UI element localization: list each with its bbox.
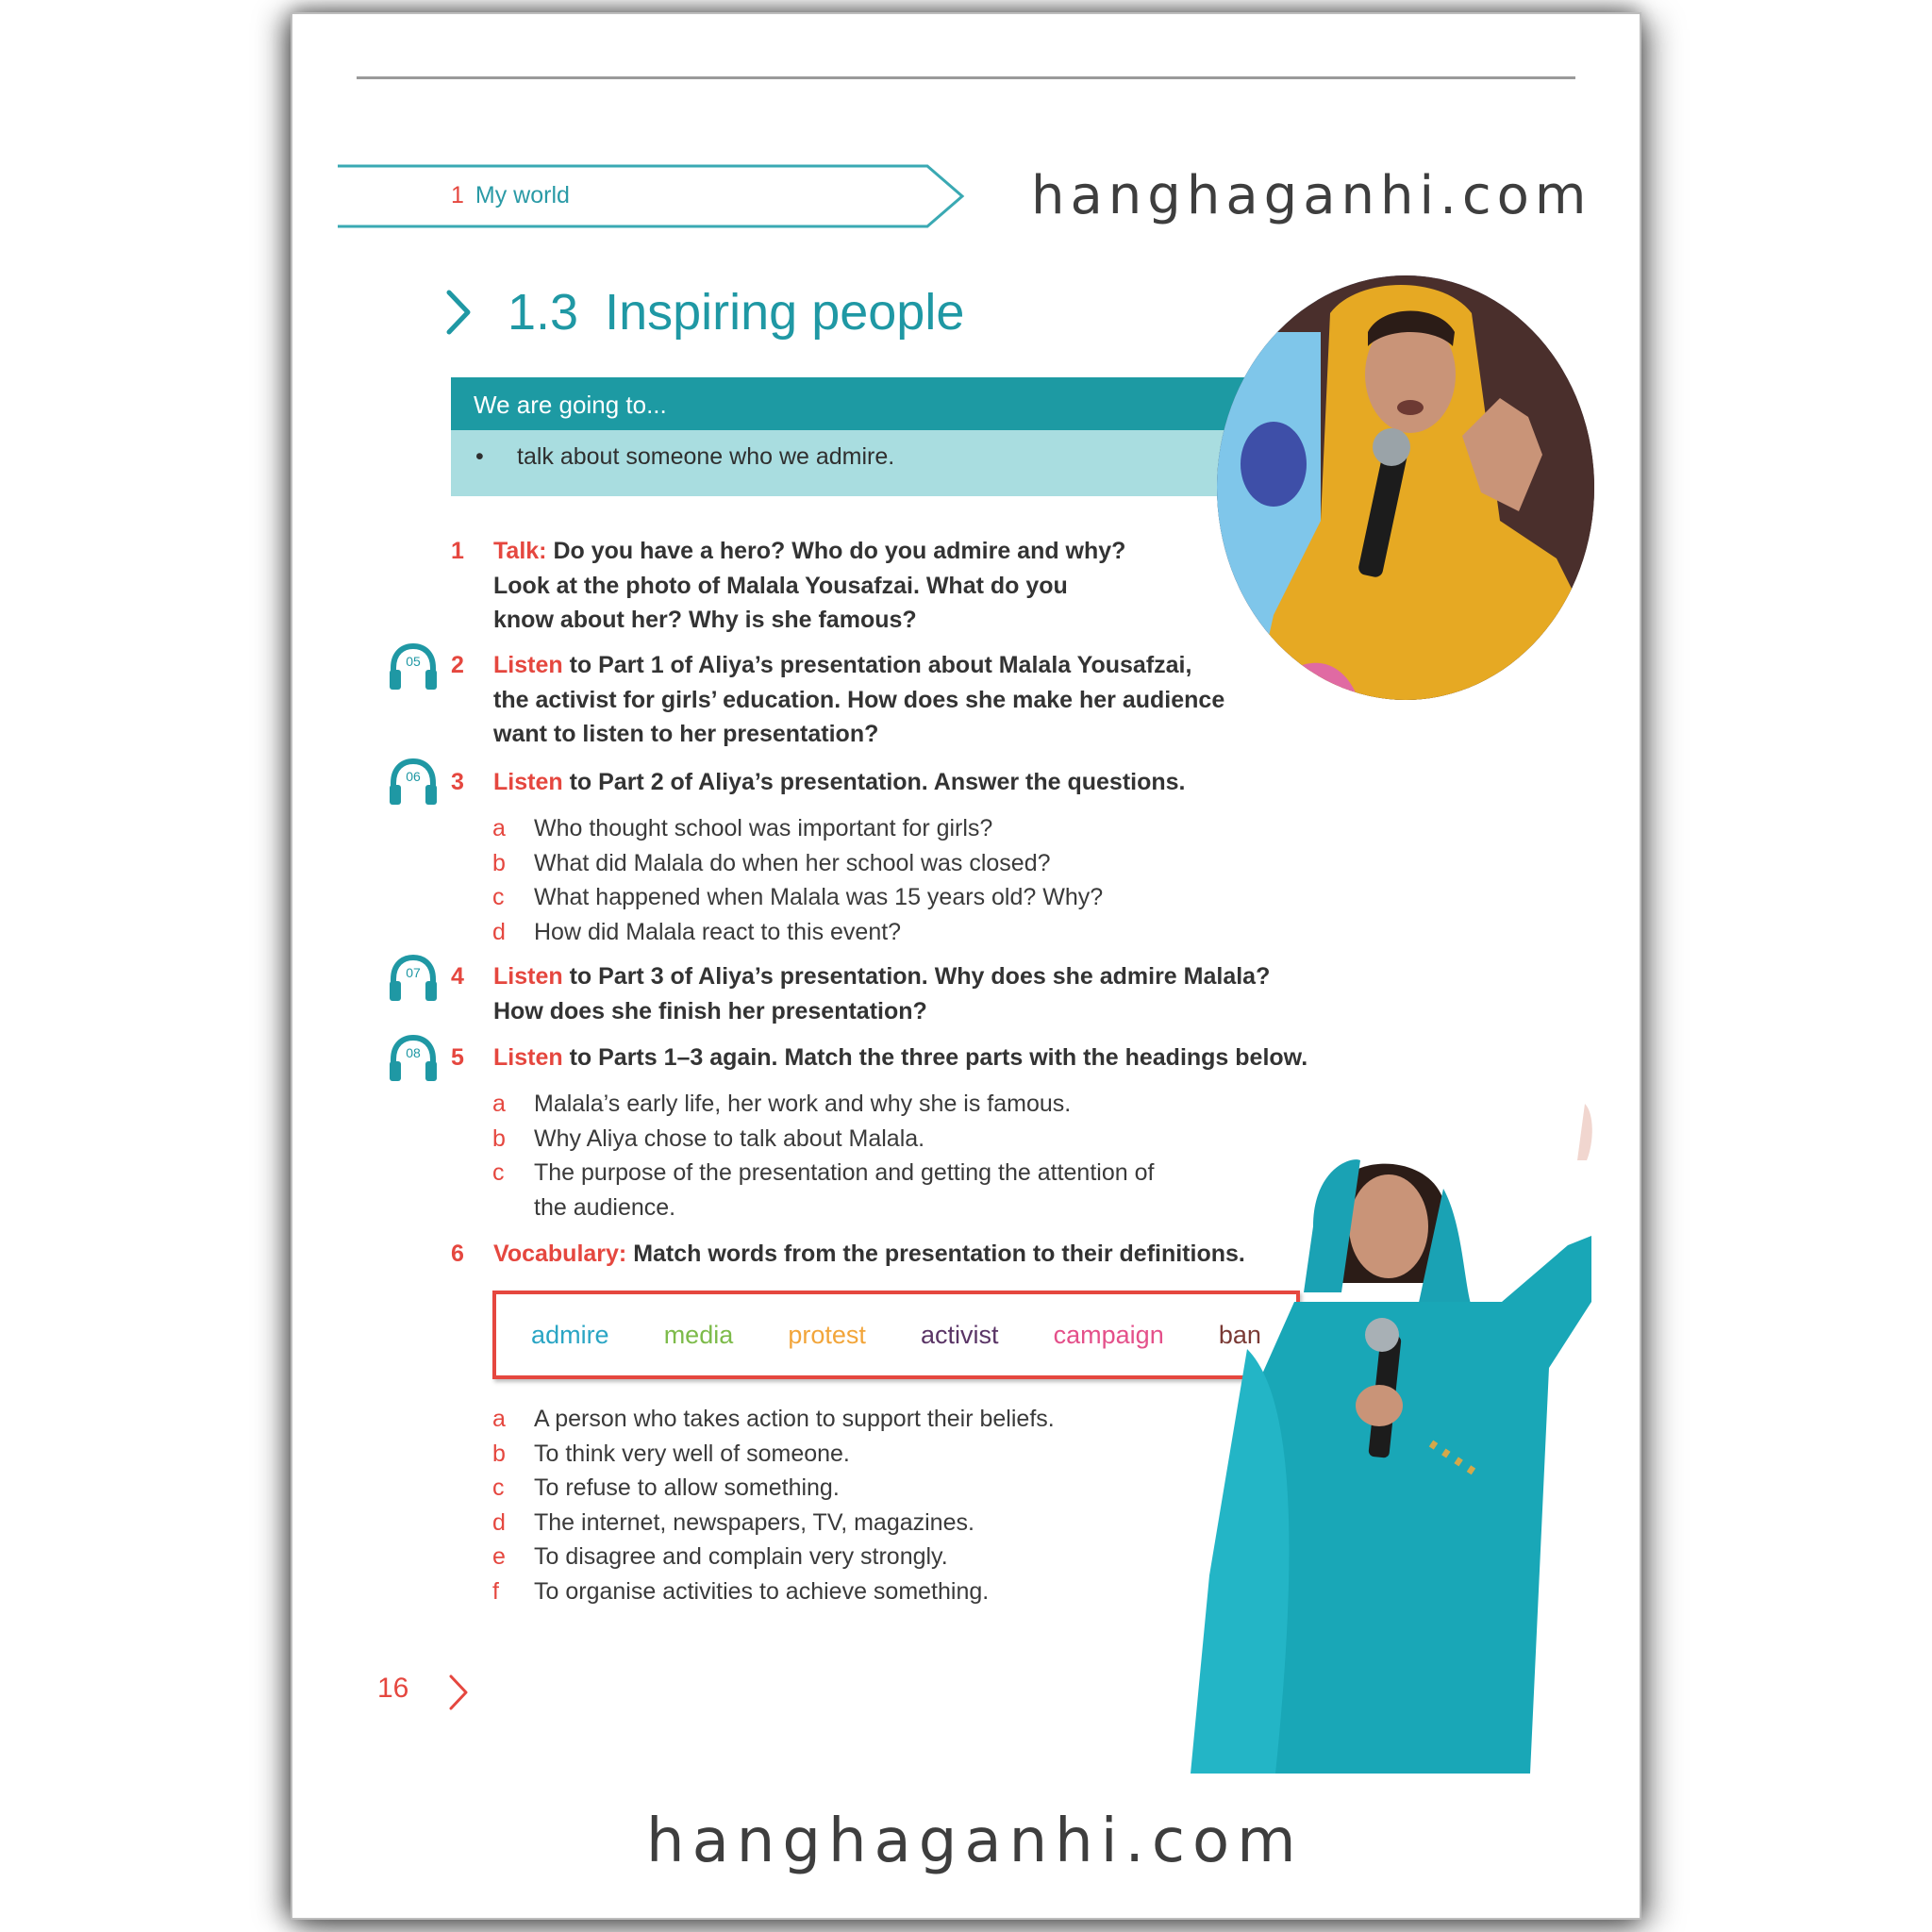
exercise-number: 4 bbox=[451, 963, 464, 990]
exercise-text: to Part 2 of Aliya’s presentation. Answer the questions. bbox=[562, 769, 1186, 795]
banner-arrow-outline-icon bbox=[338, 160, 970, 232]
chapter-number: 1 bbox=[451, 182, 464, 208]
exercise-text: Match words from the presentation to their definitions. bbox=[626, 1241, 1245, 1267]
exercise-text: to Part 3 of Aliya’s presentation. Why does she admire Malala? bbox=[562, 963, 1271, 990]
watermark-top: hanghaganhi.com bbox=[1031, 165, 1592, 226]
exercise-keyword: Listen bbox=[493, 769, 563, 795]
audio-track-number: 06 bbox=[406, 769, 421, 784]
exercise-keyword: Listen bbox=[493, 1044, 563, 1071]
audio-track-button[interactable] bbox=[388, 643, 439, 691]
exercise-5 bbox=[451, 1041, 1441, 1075]
exercise-text: How does she finish her presentation? bbox=[493, 997, 927, 1024]
exercise-number: 2 bbox=[451, 652, 464, 678]
top-rule-divider bbox=[357, 76, 1575, 79]
exercise-keyword: Listen bbox=[493, 963, 563, 990]
audio-track-button[interactable] bbox=[388, 1035, 439, 1082]
section-number: 1.3 bbox=[508, 284, 579, 341]
vocabulary-word-box bbox=[492, 1291, 1300, 1379]
definition-item: d The internet, newspapers, TV, magazines. bbox=[492, 1508, 974, 1536]
exercise-text: the activist for girls’ education. How does she make her audience bbox=[493, 686, 1225, 713]
exercise-6-definitions bbox=[492, 1402, 1055, 1608]
exercise-keyword: Vocabulary: bbox=[493, 1241, 627, 1267]
vocab-word: campaign bbox=[1053, 1320, 1164, 1349]
exercise-number: 3 bbox=[451, 769, 464, 795]
portrait-illustration bbox=[1191, 1104, 1596, 1774]
exercise-text: know about her? Why is she famous? bbox=[493, 607, 917, 633]
exercise-3 bbox=[451, 765, 1300, 800]
exercise-text: want to listen to her presentation? bbox=[493, 721, 879, 747]
goals-list bbox=[451, 430, 1300, 496]
page-number: 16 bbox=[377, 1673, 409, 1704]
exercise-number: 5 bbox=[451, 1044, 464, 1071]
bullet-icon: • bbox=[475, 443, 484, 470]
goals-heading: We are going to... bbox=[451, 377, 1300, 430]
exercise-keyword: Listen bbox=[493, 652, 563, 678]
photo-malala-waving bbox=[1191, 1104, 1596, 1774]
question-item: c What happened when Malala was 15 years old? Why? bbox=[492, 884, 1104, 910]
exercise-text: to Part 1 of Aliya’s presentation about Malala Yousafzai, bbox=[562, 652, 1192, 678]
exercise-1 bbox=[451, 534, 1300, 638]
exercise-keyword: Talk: bbox=[493, 538, 547, 564]
exercise-4 bbox=[451, 959, 1394, 1028]
section-heading: Inspiring people bbox=[605, 284, 965, 341]
definition-item: b To think very well of someone. bbox=[492, 1440, 850, 1467]
definition-item: f To organise activities to achieve something. bbox=[492, 1577, 990, 1605]
definition-item: a A person who takes action to support their beliefs. bbox=[492, 1406, 1055, 1432]
audio-track-button[interactable] bbox=[388, 758, 439, 806]
question-item: a Who thought school was important for girls? bbox=[492, 815, 993, 841]
exercise-number: 1 bbox=[451, 538, 464, 564]
exercise-text: Do you have a hero? Who do you admire and why? bbox=[546, 538, 1126, 564]
exercise-3-questions bbox=[492, 811, 1103, 949]
audio-track-number: 08 bbox=[406, 1045, 421, 1060]
watermark-bottom: hanghaganhi.com bbox=[646, 1807, 1304, 1876]
question-item: d How did Malala react to this event? bbox=[492, 918, 902, 945]
definition-item: e To disagree and complain very strongly. bbox=[492, 1543, 948, 1570]
audio-track-number: 07 bbox=[406, 965, 421, 980]
definition-item: c To refuse to allow something. bbox=[492, 1474, 840, 1501]
exercise-5-headings bbox=[492, 1087, 1154, 1224]
goal-item: talk about someone who we admire. bbox=[517, 443, 895, 470]
chevron-right-icon bbox=[445, 289, 474, 336]
exercise-number: 6 bbox=[451, 1241, 464, 1267]
section-title bbox=[445, 283, 964, 341]
vocab-word: ban bbox=[1218, 1320, 1261, 1349]
vocab-word: protest bbox=[788, 1320, 866, 1349]
chapter-label bbox=[451, 182, 570, 209]
heading-item: c The purpose of the presentation and getting the attention of bbox=[492, 1159, 1155, 1186]
vocab-word: activist bbox=[921, 1320, 999, 1349]
exercise-text: Look at the photo of Malala Yousafzai. What do you bbox=[493, 572, 1068, 599]
question-item: b What did Malala do when her school was closed? bbox=[492, 849, 1051, 876]
vocab-word: admire bbox=[531, 1320, 609, 1349]
chapter-title: My world bbox=[475, 182, 570, 208]
audio-track-button[interactable] bbox=[388, 955, 439, 1002]
exercise-text: to Parts 1–3 again. Match the three parts with the headings below. bbox=[562, 1044, 1308, 1071]
audio-track-number: 05 bbox=[406, 654, 421, 669]
vocab-word: media bbox=[663, 1320, 734, 1349]
chapter-banner bbox=[338, 160, 970, 232]
page-chevron-right-icon bbox=[447, 1674, 470, 1711]
heading-item: b Why Aliya chose to talk about Malala. bbox=[492, 1124, 925, 1152]
heading-item-continued: the audience. bbox=[534, 1193, 676, 1221]
heading-item: a Malala’s early life, her work and why she is famous. bbox=[492, 1091, 1072, 1117]
exercise-2 bbox=[451, 648, 1300, 752]
